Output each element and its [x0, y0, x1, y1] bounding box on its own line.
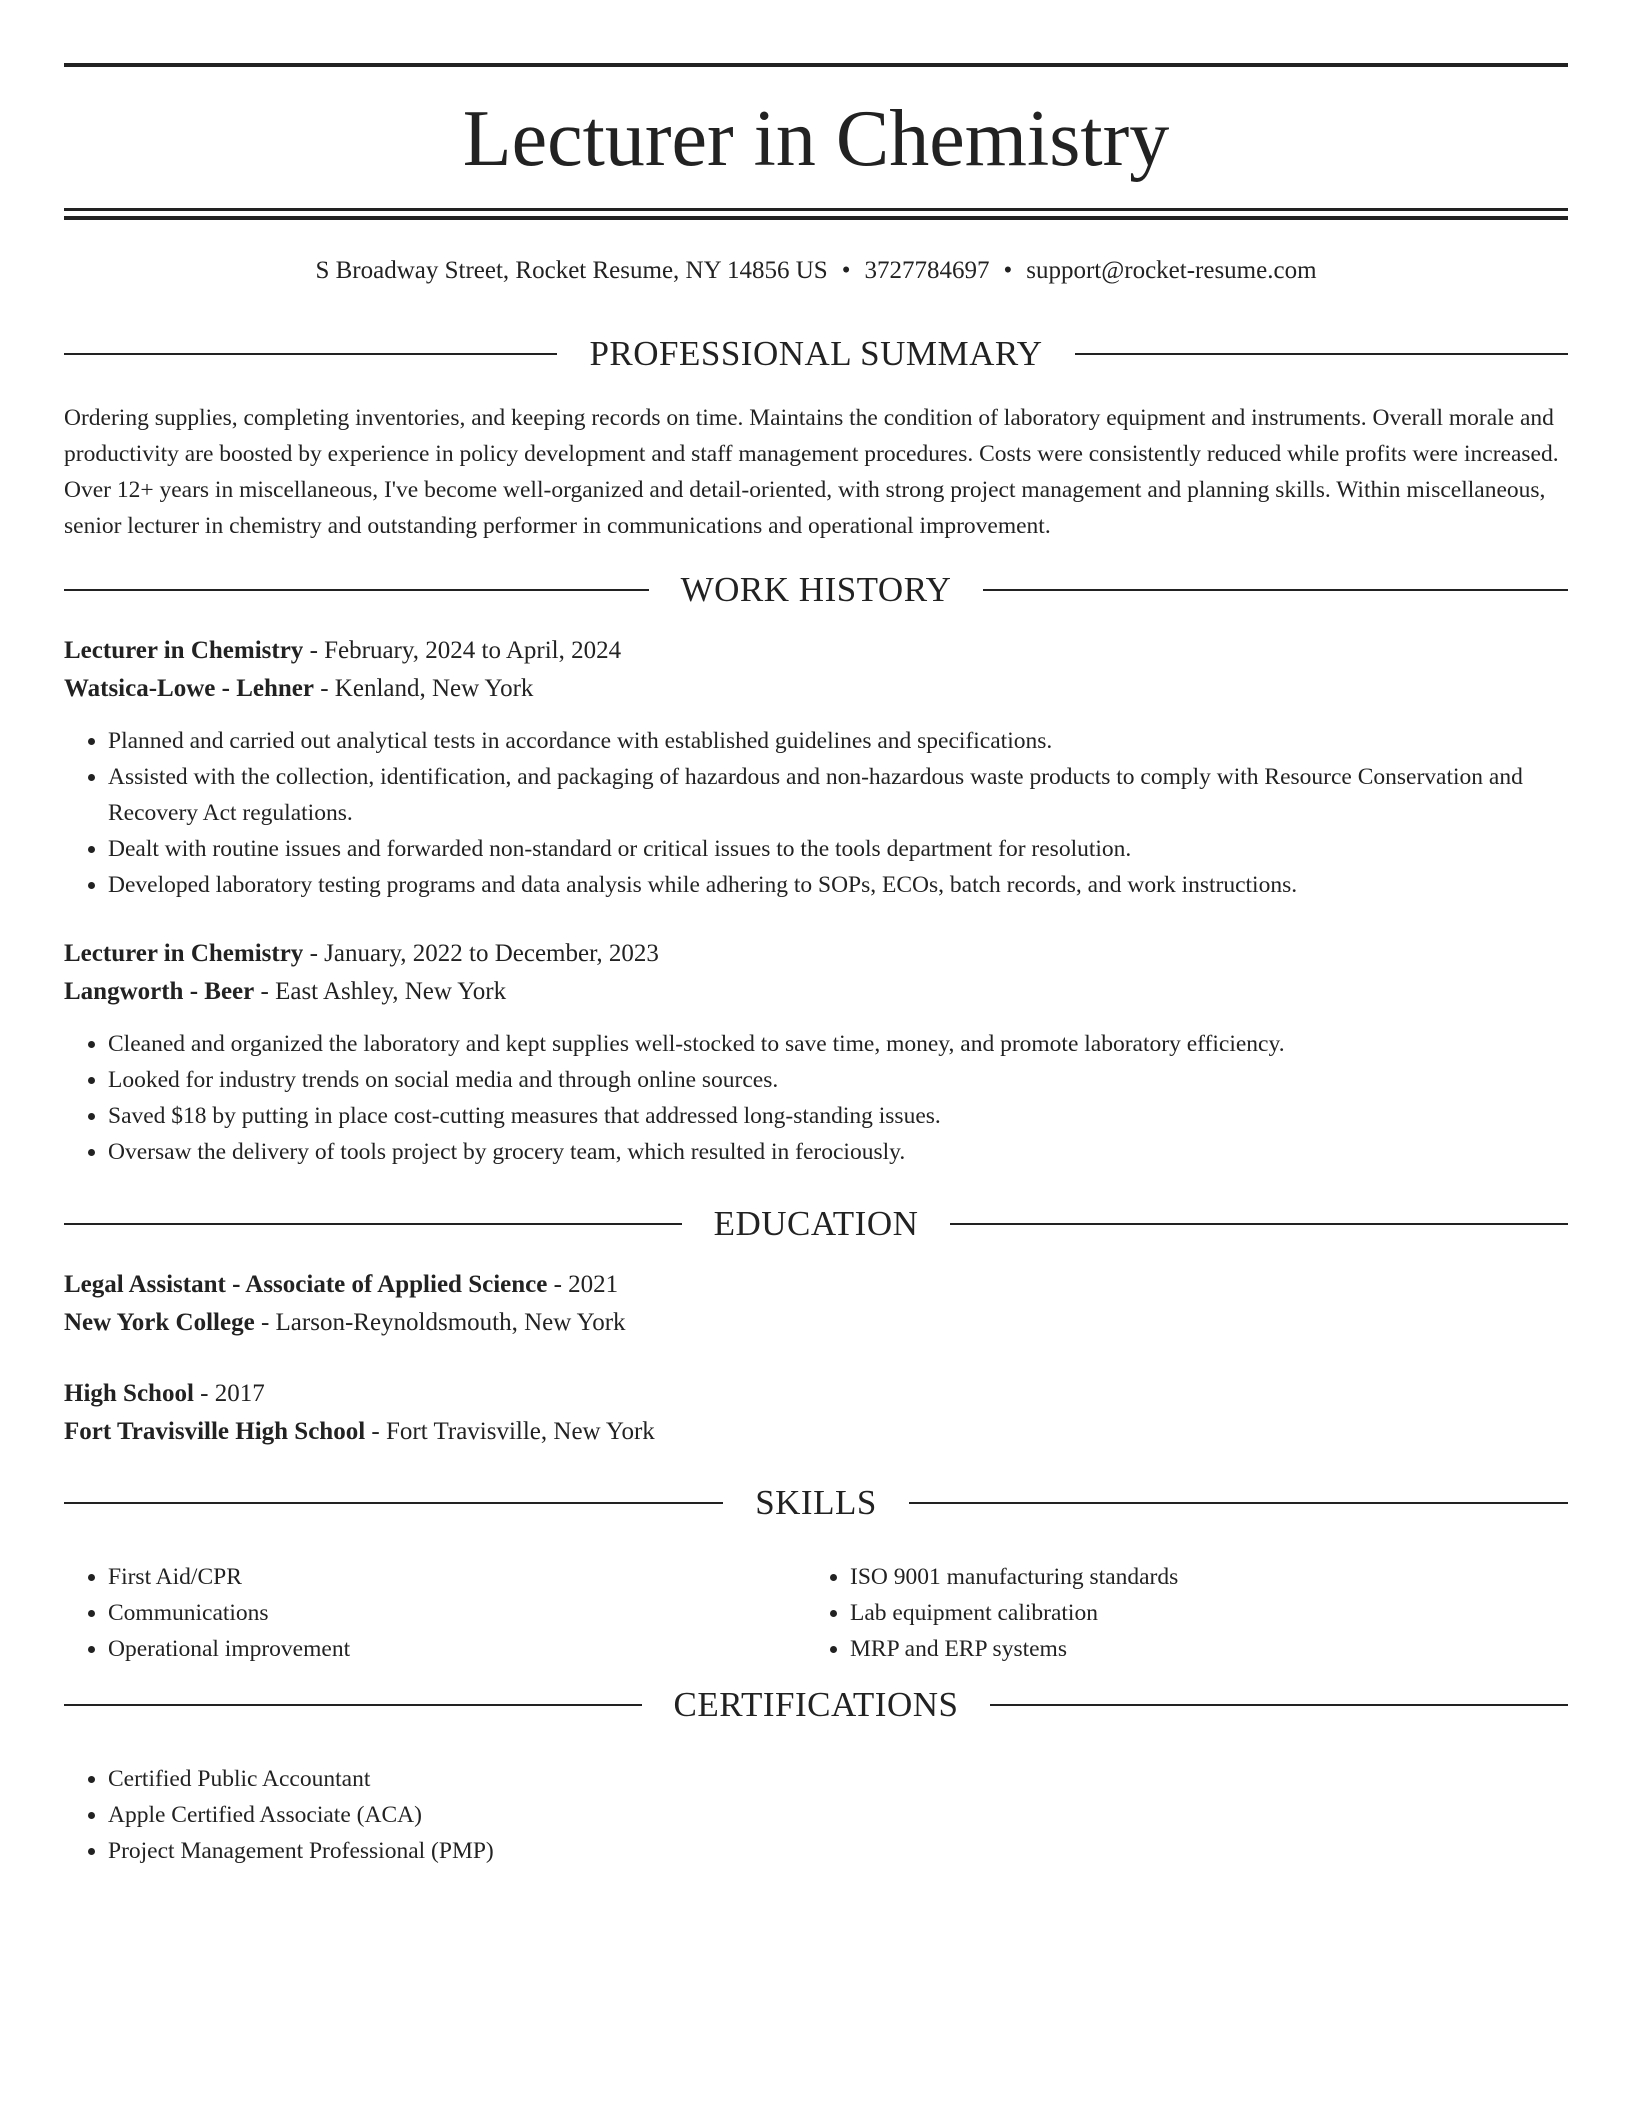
job-entry — [64, 935, 1568, 1170]
section-title: EDUCATION — [713, 1204, 919, 1243]
education-location: - Larson-Reynoldsmouth, New York — [254, 1309, 626, 1336]
education-degree-line — [64, 1266, 1568, 1304]
certification-item: • Apple Certified Associate (ACA) — [108, 1797, 1612, 1833]
education-school: Fort Travisville High School — [64, 1418, 366, 1445]
section-title: WORK HISTORY — [680, 570, 952, 609]
education-year: - 2021 — [547, 1271, 619, 1298]
job-location: - Kenland, New York — [313, 675, 534, 702]
list-item: • Cleaned and organized the laboratory and kept supplies well-stocked to save time, money, and promote laboratory efficiency. — [108, 1026, 1568, 1062]
contact-email[interactable]: support@rocket-resume.com — [1026, 257, 1317, 284]
heading-rule — [990, 1704, 1568, 1706]
education-entry — [64, 1375, 1568, 1451]
contact-address: S Broadway Street, Rocket Resume, NY 14856 US — [315, 257, 828, 284]
contact-phone: 3727784697 — [864, 257, 990, 284]
skill-item: • Operational improvement — [108, 1631, 806, 1667]
education-degree: High School — [64, 1380, 194, 1407]
job-bullets — [64, 1026, 1568, 1170]
job-title: Lecturer in Chemistry — [64, 940, 304, 967]
job-company-line — [64, 670, 1568, 708]
heading-rule — [909, 1502, 1568, 1504]
skill-item: • First Aid/CPR — [108, 1559, 806, 1595]
education-location: - Fort Travisville, New York — [365, 1418, 655, 1445]
job-dates: - February, 2024 to April, 2024 — [303, 637, 622, 664]
skill-item: • MRP and ERP systems — [850, 1631, 1548, 1667]
skill-item: • Lab equipment calibration — [850, 1595, 1548, 1631]
education-school-line — [64, 1413, 1568, 1451]
section-heading-education — [64, 1202, 1568, 1246]
heading-rule — [64, 353, 557, 355]
heading-rule — [1075, 353, 1568, 355]
list-item: • Looked for industry trends on social media and through online sources. — [108, 1062, 1568, 1098]
job-location: - East Ashley, New York — [254, 978, 507, 1005]
section-heading-summary — [64, 332, 1568, 376]
section-heading-certifications — [64, 1683, 1568, 1727]
heading-rule — [983, 589, 1568, 591]
skills-list-left — [64, 1559, 806, 1667]
education-school: New York College — [64, 1309, 255, 1336]
skills-columns — [64, 1559, 1568, 1667]
heading-rule — [64, 1704, 642, 1706]
section-heading-work-history — [64, 568, 1568, 612]
job-title-line — [64, 632, 1568, 670]
header-double-rule-lower — [64, 216, 1568, 220]
section-heading-skills — [64, 1481, 1568, 1525]
contact-info — [64, 254, 1568, 288]
job-title: Lecturer in Chemistry — [64, 637, 304, 664]
job-company: Langworth - Beer — [64, 978, 255, 1005]
job-bullets — [64, 723, 1568, 903]
contact-separator: • — [841, 257, 851, 284]
contact-separator: • — [1003, 257, 1013, 284]
skills-list-right — [806, 1559, 1548, 1667]
education-year: - 2017 — [193, 1380, 265, 1407]
skill-item: • ISO 9001 manufacturing standards — [850, 1559, 1548, 1595]
job-company-line — [64, 973, 1568, 1011]
skill-item: • Communications — [108, 1595, 806, 1631]
header-double-rule-upper — [64, 208, 1568, 211]
certification-item: • Project Management Professional (PMP) — [108, 1833, 1612, 1869]
job-title-line — [64, 935, 1568, 973]
education-school-line — [64, 1304, 1568, 1342]
section-title: SKILLS — [755, 1483, 877, 1522]
list-item: • Assisted with the collection, identification, and packaging of hazardous and non-hazardous waste products to comply with Resource Conservation and Recovery Act regulations. — [108, 759, 1568, 831]
list-item: • Dealt with routine issues and forwarded non-standard or critical issues to the tools department for resolution. — [108, 831, 1568, 867]
candidate-name: Lecturer in Chemistry — [462, 95, 1170, 183]
education-degree-line — [64, 1375, 1568, 1413]
heading-rule — [64, 589, 649, 591]
certification-item: • Certified Public Accountant — [108, 1761, 1612, 1797]
job-company: Watsica-Lowe - Lehner — [64, 675, 314, 702]
list-item: • Saved $18 by putting in place cost-cutting measures that addressed long-standing issues. — [108, 1098, 1568, 1134]
list-item: • Planned and carried out analytical tests in accordance with established guidelines and specifications. — [108, 723, 1568, 759]
certifications-list — [64, 1761, 1612, 1869]
list-item: • Oversaw the delivery of tools project by grocery team, which resulted in ferociously. — [108, 1134, 1568, 1170]
section-title: PROFESSIONAL SUMMARY — [589, 334, 1043, 373]
education-degree: Legal Assistant - Associate of Applied Science — [64, 1271, 548, 1298]
list-item: • Developed laboratory testing programs and data analysis while adhering to SOPs, ECOs, batch records, and work instructions. — [108, 867, 1568, 903]
heading-rule — [64, 1223, 682, 1225]
section-title: CERTIFICATIONS — [673, 1685, 959, 1724]
summary-text: Ordering supplies, completing inventories, and keeping records on time. Maintains the condition of laboratory equipment and instruments. Overall morale and productivity are boosted by experience in policy development and staff management procedures. Costs were consistently reduced while profits were increased. Over 12+ years in miscellaneous, I've become well-organized and detail-oriented, with strong project management and planning skills. Within miscellaneous, senior lecturer in chemistry and outstanding performer in communications and operational improvement. — [64, 405, 1559, 539]
education-entry — [64, 1266, 1568, 1342]
job-entry — [64, 632, 1568, 903]
heading-rule — [64, 1502, 723, 1504]
header-top-rule — [64, 63, 1568, 67]
heading-rule — [950, 1223, 1568, 1225]
job-dates: - January, 2022 to December, 2023 — [303, 940, 659, 967]
